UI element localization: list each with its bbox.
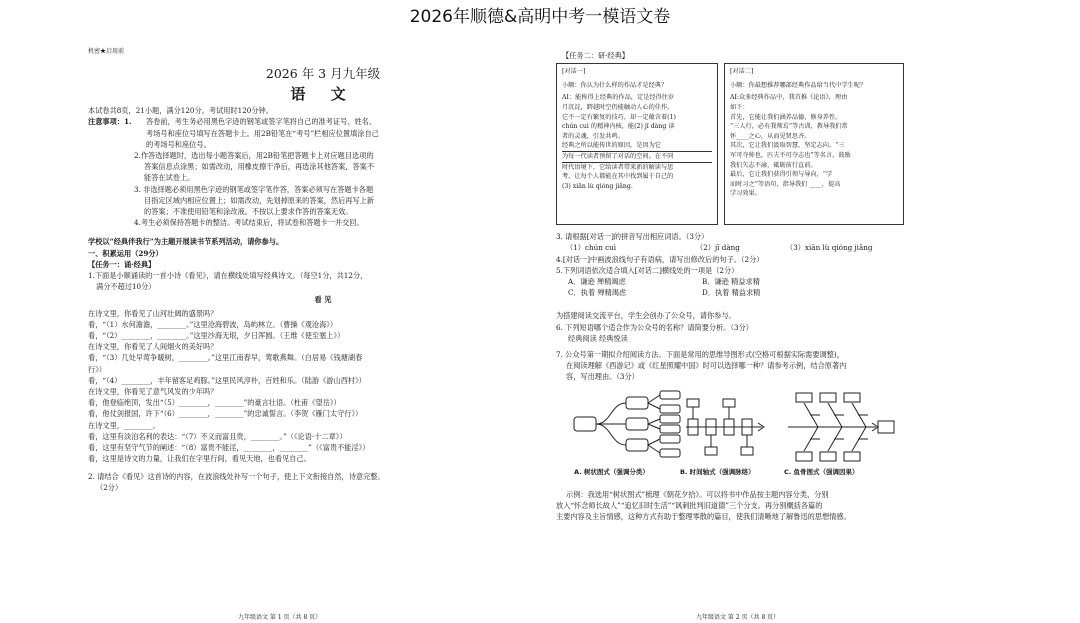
timeline-diagram <box>686 399 764 455</box>
note-line: 的答案；不准使用铅笔和涂改液。不按以上要求作答的答案无效。 <box>144 207 353 217</box>
activity-intro: 学校以“经典伴我行”为主题开展读书节系列活动，请你参与。 <box>88 237 284 247</box>
page-footer: 九年级语文 第 2 页（共 8 页） <box>696 614 780 621</box>
note-line: 4.考生必须保持答题卡的整洁。考试结束后，将试卷和答题卡一并交回。 <box>134 218 364 228</box>
dialog-line: 小顺：你最想推荐哪部经典作品给当代中学生呢？ <box>730 81 867 89</box>
note-line: 考场号和座位号填写在答题卡上。用2B铅笔在“考号”栏相应位置填涂自己 <box>146 128 379 138</box>
option: （3）xiān lù qióng jiǎng <box>786 243 873 253</box>
platform-intro: 为搭建阅读交流平台，学生会创办了公众号，请你参与。 <box>556 311 736 321</box>
dialog-line: “三人行，必有我师焉”等古训，教导我们常 <box>730 123 848 131</box>
poem-title: 看 见 <box>314 295 332 305</box>
question-5: 5.下列词语依次适合填入[对话二]横线处的一项是（2分） <box>556 265 739 275</box>
dialog-line: 如下： <box>730 103 749 111</box>
question-2: 2. 请结合《看见》这首诗的内容，在波浪线处补写一个句子，使上下文衔接自然，诗意完整。 <box>88 471 385 481</box>
poem-line: 在诗文里，你看见了山河壮阔的盛景吗？ <box>88 308 218 318</box>
dialog-box-2: [对话二] 小顺：你最想推荐哪部经典作品给当代中学生呢？ AI:众多经典作品中，我首推《论语》，理由 如下： 首先，它能让我们涵养品德，修身养性。 “三人行，必有我师焉”等古训，教导我们常 怀____之心，从而见贤思齐。 其次，它让我们汲取智慧，坚定志向。“三 军可夺帅也，匹夫不可夺志也”等名言，鼓励 我们矢志不渝，砥砺前行直前。 最后，它让我们获得引领与导向，“学 而时习之”等语句，指导我们 ____，提高 学习效果。 <box>724 63 904 225</box>
question-6-options: 经典阅读 经典悦读 <box>568 333 628 343</box>
notes-label: 注意事项：1. <box>88 117 132 127</box>
poem-line: 看，这里有坚守气节的阐述：“（8）富贵不能淫，________，________”（《富贵不能淫》） <box>88 443 370 453</box>
poem-line: 看，“（1）水何澹澹，________。”这里沧海碧波，岛屿林立。（曹操《观沧海》） <box>88 319 338 329</box>
poem-line: 看，这里是诗文的力量，让我们在字里行间，看见天地，也看见自己。 <box>88 454 311 464</box>
note-line: 3. 非选择题必须用黑色字迹的钢笔或签字笔作答，答案必须写在答题卡各题 <box>134 184 374 194</box>
dialog-line: 月沉淀，跨越时空仍能触动人心的佳作。 <box>562 103 674 111</box>
diagram-caption-a: A. 树状图式（强调分类） <box>574 467 649 476</box>
note-line: 答案信息点涂黑；如需改动，用橡皮擦干净后，再选涂其他答案，答案不 <box>144 162 375 172</box>
note-line: 目指定区域内相应位置上；如需改动，先划掉原来的答案，然后再写上新 <box>144 195 375 205</box>
question-3-options <box>556 242 1026 253</box>
option-c: C．执着 殚精竭虑 <box>568 288 627 298</box>
poem-line: 看，他仗剑报国，许下“（6）________，________”的忠诚誓言。（李贺《雁门太守行》） <box>88 409 363 419</box>
exam-page-2 <box>556 46 1026 621</box>
option-a: A．谦逊 殚精竭虑 <box>568 277 626 287</box>
question-7: 7. 公众号第一期拟介绍阅读方法。下面是常用的思维导图形式(空格可根据实际需要调整)， <box>556 350 844 360</box>
poem-line: 看，“（2）________，________。”这里沙海无垠，夕日浑圆。（王维《使至塞上》） <box>88 331 345 341</box>
dialog-line: 时代语境下，它给读者带来新的解读与思 <box>562 163 674 171</box>
confidential-label: 机密★启用前 <box>88 48 125 55</box>
example-text-cont: 放入“怀念师长故人”“追忆旧时生活”“讽刺批判旧道德”三个分支。再分别概括各篇的 <box>556 500 823 510</box>
dialog-line: 它不一定有繁复的技巧，却一定蕴含着(1) <box>562 113 676 121</box>
diagram-figures <box>556 389 1026 463</box>
dialog-line-wavy: 经典之所以能传世的原因，是因为它 <box>562 141 712 152</box>
notes-list <box>146 116 379 150</box>
section-heading: 一、积累运用（29分） <box>88 248 163 258</box>
question-4: 4.[对话一]中画波浪线句子有语病，请写出修改后的句子。（2分） <box>556 254 764 264</box>
diagram-caption-b: B. 时间轴式（强调脉络） <box>680 467 755 476</box>
dialog-head: 对话二 <box>732 68 751 76</box>
poem-line: 行》） <box>88 364 106 374</box>
poem-line: 在诗文里，你看见了意气风发的少年吗？ <box>88 387 218 397</box>
dialog-line: 首先，它能让我们涵养品德，修身养性。 <box>730 113 842 121</box>
tree-diagram <box>574 391 680 457</box>
document-banner-title: 2026年顺德&高明中考一模语文卷 <box>409 7 671 27</box>
question-1-cont: 满分不超过10分） <box>96 282 156 292</box>
question-5-options <box>556 287 1026 298</box>
poem-line: 看，“（4）________，丰年留客足鸡豚。”这里民风淳朴，百姓和乐。（陆游《游山西村》） <box>88 375 366 385</box>
dialog-box-1: [对话一] 小顺：你认为什么样的作品才是经典？ AI：能称得上经典的作品，定是经得住岁 月沉淀，跨越时空仍能触动人心的佳作。 它不一定有繁复的技巧，却一定蕴含着(1) chún cuì 的精神内核，能(2) jī dàng 读 者的灵魂，引发共鸣。 经典之所以能传世的原因，是因为它 为每一代读者预留了对话的空间。在不同 时代语境下，它给读者带来新的解读与思 考，让每个人都能在其中找到属于自己的 (3) xiān lù qióng jiǎng. <box>556 63 718 225</box>
dialog-line: AI:众多经典作品中，我首推《论语》，理由 <box>730 94 848 102</box>
exam-title: 2026 年 3 月九年级 <box>265 66 381 82</box>
task-heading: 【任务一：诵·经典】 <box>88 259 156 269</box>
question-7-cont: 在阅读理解《西游记》或《红星照耀中国》时可以选择哪一种？请参考示例，结合原著内 <box>566 361 847 371</box>
dialogs <box>556 63 1026 225</box>
notes-list-continued <box>88 150 558 228</box>
note-line: 2.作答选择题时，选出每小题答案后，用2B铅笔把答题卡上对应题目选项的 <box>134 151 374 161</box>
question-6: 6. 下列短语哪个适合作为公众号的名称？请简要分析。（3分） <box>556 322 753 332</box>
dialog-line: chún cuì 的精神内核，能(2) jī dàng 读 <box>562 123 675 131</box>
poem-line: 看，他登临绝顶，发出“（5）________，________”的豪言壮语。（杜甫《望岳》） <box>88 398 341 408</box>
poem-line: 在诗文里，你看见了人间烟火的美好吗？ <box>88 342 218 352</box>
mind-map-diagrams <box>556 389 1026 489</box>
dialog-line: 学习效果。 <box>730 190 761 198</box>
note-line: 的考场号和座位号。 <box>146 139 211 149</box>
dialog-line-wavy: 为每一代读者预留了对话的空间。在不同 <box>562 152 712 163</box>
dialog-head: 对话一 <box>564 68 583 76</box>
note-line: 答卷前，考生务必用黑色字迹的钢笔或签字笔将自己的准考证号、姓名、 <box>146 117 377 127</box>
diagram-caption-c: C. 鱼骨图式（强调因果） <box>784 467 859 476</box>
option-d: D．执着 精益求精 <box>702 288 761 298</box>
poem-line: 在诗文里，________。 <box>88 420 160 430</box>
example-text: 示例：我选用“树状图式”梳理《朝花夕拾》。可以将书中作品按主题内容分类，分别 <box>566 489 829 499</box>
dialog-line: 考，让每个人都能在其中找到属于自己的 <box>562 173 674 181</box>
subject-title: 语 文 <box>290 85 356 104</box>
dialog-line: 军可夺帅也，匹夫不可夺志也”等名言，鼓励 <box>730 151 851 159</box>
note-line: 能答在试卷上。 <box>144 173 195 183</box>
poem-line: 看，“（3）几处早莺争暖树，________。”这里江南春早，莺歌燕舞。（白居易《钱塘湖春 <box>88 353 363 363</box>
poem-line: 看，这里有淡泊名利的表达：“（7）不义而富且贵，________。”（《论语·十二章》） <box>88 431 347 441</box>
dialog-line: 最后，它让我们获得引领与导向，“学 <box>730 171 833 179</box>
question-1: 1.下面是小顺诵读的一首小诗《看见》，请在横线处填写经典诗文。（每空1分，共12分， <box>88 271 368 281</box>
task-heading: 【任务二：研·经典】 <box>562 51 629 60</box>
dialog-line: 我们矢志不渝，砥砺前行直前。 <box>730 161 817 169</box>
question-3: 3. 请根据[对话一]的拼音写出相应词语。（3分） <box>556 232 709 242</box>
dialog-line: 其次，它让我们汲取智慧，坚定志向。“三 <box>730 142 845 150</box>
option-b: B．谦逊 精益求精 <box>702 277 760 287</box>
dialog-line: (3) xiān lù qióng jiǎng. <box>562 182 633 190</box>
dialog-line: 者的灵魂，引发共鸣。 <box>562 132 624 140</box>
fishbone-diagram <box>788 393 894 461</box>
exam-intro: 本试卷共8页，21小题，满分120分。考试用时120分钟。 <box>88 106 273 116</box>
example-text-cont: 主要内容及主旨情感，这种方式有助于整理零散的篇目，使我们清晰地了解鲁迅的思想情感。 <box>556 512 851 522</box>
poem-body <box>88 308 558 465</box>
exam-page-1 <box>88 46 558 621</box>
option: （1）chún cuì <box>566 243 617 253</box>
notes-block <box>88 116 558 150</box>
question-2-cont: （2分） <box>96 482 123 492</box>
option: （2）jī dàng <box>696 243 740 253</box>
dialog-line: 怀____之心，从而见贤思齐。 <box>730 132 811 140</box>
dialog-line: 而时习之”等语句，指导我们 ____，提高 <box>730 180 841 188</box>
page-footer: 九年级语文 第 1 页（共 8 页） <box>238 614 322 621</box>
question-7-cont: 容，写出理由。（3分） <box>566 372 639 382</box>
dialog-line: 小顺：你认为什么样的作品才是经典？ <box>562 81 668 89</box>
dialog-line: AI：能称得上经典的作品，定是经得住岁 <box>562 94 675 102</box>
question-5-options <box>556 276 1026 287</box>
